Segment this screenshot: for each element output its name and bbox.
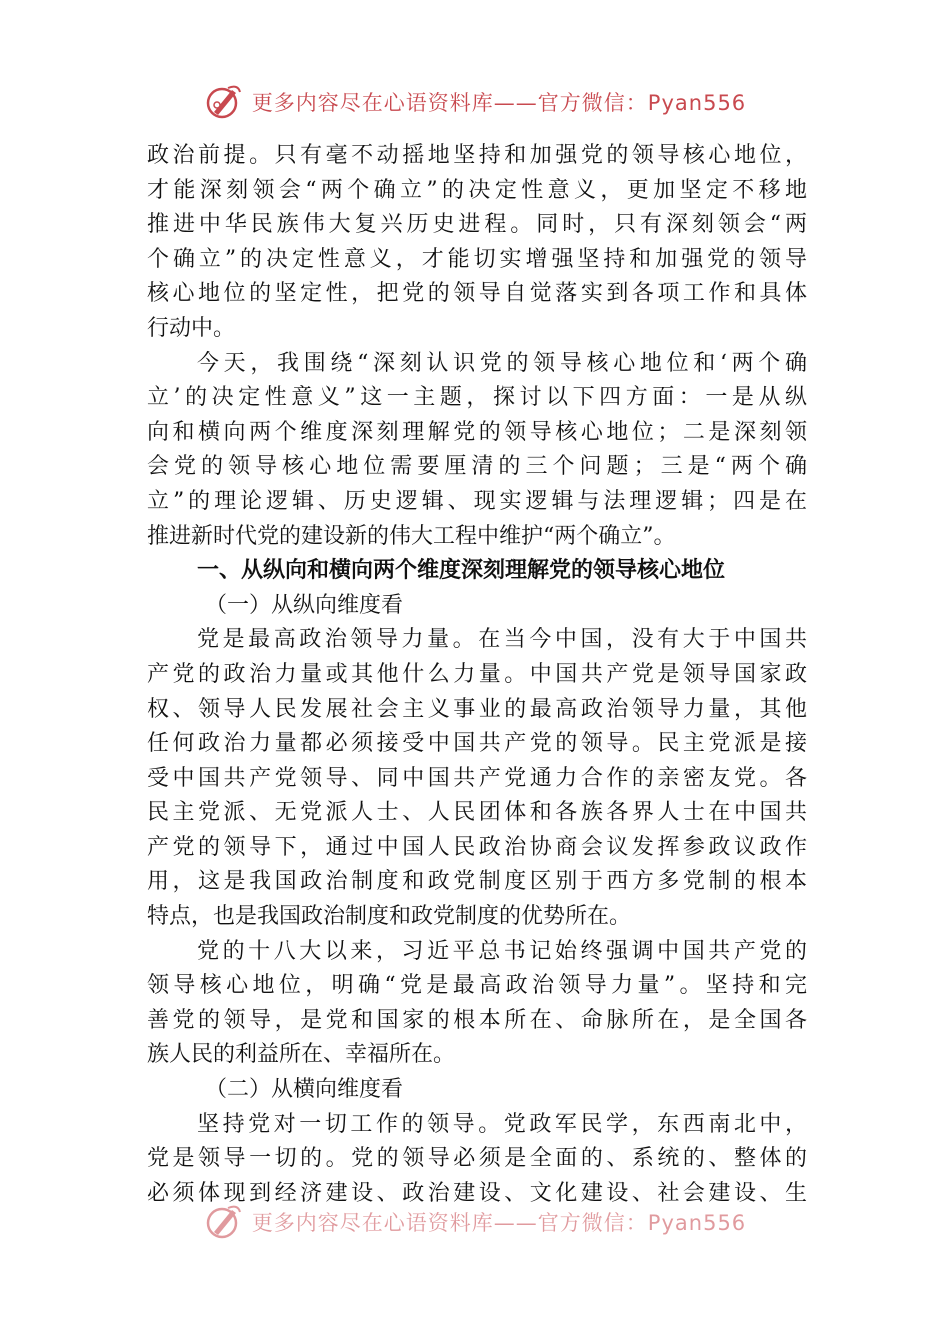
text-line: 才能深刻领会“两个确立”的决定性意义，更加坚定不移地: [147, 177, 807, 203]
text-line: 党是领导一切的。党的领导必须是全面的、系统的、整体的: [147, 1146, 807, 1172]
text-line: 政治前提。只有毫不动摇地坚持和加强党的领导核心地位，: [147, 143, 807, 168]
text-line: 核心地位的坚定性，把党的领导自觉落实到各项工作和具体: [147, 281, 807, 307]
text-line: 向和横向两个维度深刻理解党的领导核心地位；二是深刻领: [147, 419, 807, 445]
subsection-heading: （一）从纵向维度看: [205, 592, 404, 618]
text-line: 受中国共产党领导、同中国共产党通力合作的亲密友党。各: [147, 765, 807, 791]
section-heading: 一、从纵向和横向两个维度深刻理解党的领导核心地位: [197, 558, 726, 584]
paragraph-end-line: 推进新时代党的建设新的伟大工程中维护“两个确立”。: [147, 523, 676, 549]
text-line: 用，这是我国政治制度和政党制度区别于西方多党制的根本: [147, 869, 807, 895]
watermark-footer: [0, 1200, 950, 1244]
paragraph-end-line: 行动中。: [147, 315, 236, 341]
pen-logo-icon: [204, 1202, 244, 1242]
document-body: [147, 139, 807, 1211]
pen-logo-icon: [204, 82, 244, 122]
subsection-heading: （二）从横向维度看: [205, 1077, 404, 1103]
text-line: 个确立”的决定性意义，才能切实增强坚持和加强党的领导: [147, 246, 807, 272]
text-line: 任何政治力量都必须接受中国共产党的领导。民主党派是接: [147, 731, 807, 757]
paragraph-start-line: 党是最高政治领导力量。在当今中国，没有大于中国共: [197, 627, 807, 653]
paragraph-start-line: 党的十八大以来，习近平总书记始终强调中国共产党的: [197, 938, 807, 964]
text-line: 产党的政治力量或其他什么力量。中国共产党是领导国家政: [147, 661, 807, 687]
text-line: 权、领导人民发展社会主义事业的最高政治领导力量，其他: [147, 696, 807, 722]
paragraph-end-line: 族人民的利益所在、幸福所在。: [147, 1042, 456, 1068]
text-line: 善党的领导，是党和国家的根本所在、命脉所在，是全国各: [147, 1007, 807, 1033]
paragraph-end-line: 特点，也是我国政治制度和政党制度的优势所在。: [147, 904, 632, 930]
watermark-header: [0, 80, 950, 124]
paragraph-start-line: 今天，我围绕“深刻认识党的领导核心地位和‘两个确: [197, 350, 807, 376]
text-line: 产党的领导下，通过中国人民政治协商会议发挥参政议政作: [147, 834, 807, 860]
text-line: 民主党派、无党派人士、人民团体和各族各界人士在中国共: [147, 800, 807, 826]
watermark-text: 更多内容尽在心语资料库——官方微信：Pyan556: [251, 1211, 747, 1235]
text-line: 会党的领导核心地位需要厘清的三个问题；三是“两个确: [147, 454, 807, 480]
text-line: 立’的决定性意义”这一主题，探讨以下四方面：一是从纵: [147, 385, 807, 411]
paragraph-start-line: 坚持党对一切工作的领导。党政军民学，东西南北中，: [197, 1111, 807, 1137]
text-line: 必须体现到经济建设、政治建设、文化建设、社会建设、生: [147, 1180, 807, 1206]
text-line: 领导核心地位，明确“党是最高政治领导力量”。坚持和完: [147, 973, 807, 999]
text-line: 推进中华民族伟大复兴历史进程。同时，只有深刻领会“两: [147, 212, 807, 238]
watermark-text: 更多内容尽在心语资料库——官方微信：Pyan556: [251, 91, 747, 115]
text-line: 立”的理论逻辑、历史逻辑、现实逻辑与法理逻辑；四是在: [147, 488, 807, 514]
